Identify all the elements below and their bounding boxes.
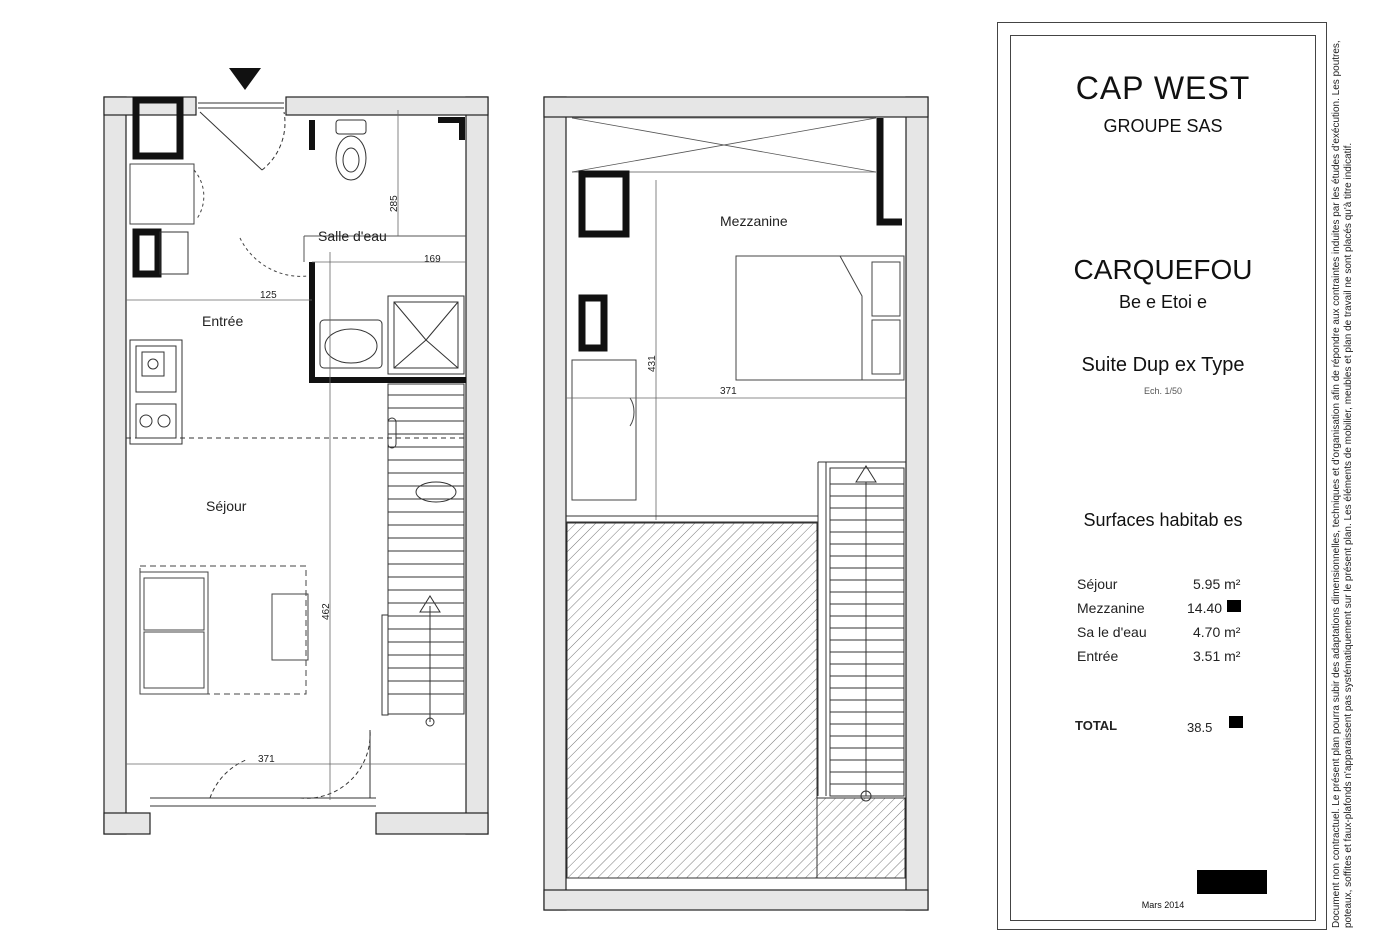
room-label-mezzanine: Mezzanine bbox=[720, 213, 788, 229]
washbasin bbox=[320, 320, 382, 368]
dimension-lines bbox=[126, 110, 466, 800]
surface-room: Mezzanine bbox=[1077, 600, 1145, 616]
dimension-285: 285 bbox=[389, 195, 400, 212]
surface-room: Séjour bbox=[1077, 576, 1118, 592]
staircase bbox=[382, 384, 464, 726]
total-label: TOTAL bbox=[1075, 718, 1118, 733]
desk bbox=[572, 360, 636, 500]
city-name: CARQUEFOU bbox=[1073, 254, 1253, 285]
bathroom-walls bbox=[312, 120, 466, 383]
sofa bbox=[140, 566, 306, 694]
dimension-431: 431 bbox=[647, 355, 658, 372]
dimension-125: 125 bbox=[260, 290, 277, 301]
company-group: GROUPE SAS bbox=[1103, 116, 1223, 136]
redaction-mark bbox=[1227, 600, 1241, 612]
ducts bbox=[136, 100, 180, 274]
company-name: CAP WEST bbox=[1075, 70, 1251, 106]
surfaces-heading: Surfaces habitab es bbox=[1083, 510, 1243, 530]
shower bbox=[388, 296, 464, 374]
legal-notice: Document non contractuel. Le présent plan pourra subir des adaptations dimensionnelles, techniques et d'organisation afin de répondre aux contraintes induites par les études d'exécution. Les poutres, poteaux, soffites et faux-plafonds n'apparaissent pas systématiquement sur le présent plan. Les éléments de mobilier, meubles et plan de travail ne sont placés qu'à titre indicatif. bbox=[1331, 40, 1354, 928]
dimension-371: 371 bbox=[258, 754, 275, 765]
scale: Ech. 1/50 bbox=[1143, 386, 1183, 396]
entrance-arrow bbox=[229, 68, 261, 90]
upper-staircase bbox=[830, 468, 904, 801]
redacted-logo bbox=[1197, 870, 1267, 894]
upper-ducts bbox=[582, 118, 902, 348]
dimension-462: 462 bbox=[321, 603, 332, 620]
ground-floor-plan bbox=[104, 68, 488, 834]
surface-area: 14.40 bbox=[1187, 600, 1223, 616]
room-label-sejour: Séjour bbox=[206, 498, 247, 514]
terrace-door bbox=[150, 730, 376, 806]
apartment-type: Suite Dup ex Type bbox=[1081, 354, 1245, 376]
surface-area: 5.95 m² bbox=[1193, 576, 1241, 592]
surface-room: Entrée bbox=[1077, 648, 1119, 664]
hatched-void-area bbox=[567, 523, 817, 878]
redaction-mark bbox=[1229, 716, 1243, 728]
surface-area: 3.51 m² bbox=[1193, 648, 1241, 664]
dimension-371-upper: 371 bbox=[720, 386, 737, 397]
surface-room: Sa le d'eau bbox=[1077, 624, 1147, 640]
exterior-walls bbox=[104, 97, 488, 834]
program-name: Be e Etoi e bbox=[1118, 292, 1208, 312]
coffee-table bbox=[272, 594, 308, 660]
plan-date: Mars 2014 bbox=[1141, 900, 1185, 910]
room-label-salle-deau: Salle d'eau bbox=[318, 228, 387, 244]
room-label-entree: Entrée bbox=[202, 313, 244, 329]
title-block-frame bbox=[1010, 35, 1316, 921]
dimension-169: 169 bbox=[424, 254, 441, 265]
title-block bbox=[997, 22, 1327, 930]
total-value: 38.5 bbox=[1187, 720, 1213, 735]
void-opening bbox=[572, 118, 876, 172]
kitchenette bbox=[126, 340, 466, 444]
closet bbox=[130, 164, 194, 224]
bed bbox=[736, 256, 904, 380]
surface-area: 4.70 m² bbox=[1193, 624, 1241, 640]
entry-door bbox=[198, 103, 285, 170]
toilet bbox=[336, 120, 366, 180]
